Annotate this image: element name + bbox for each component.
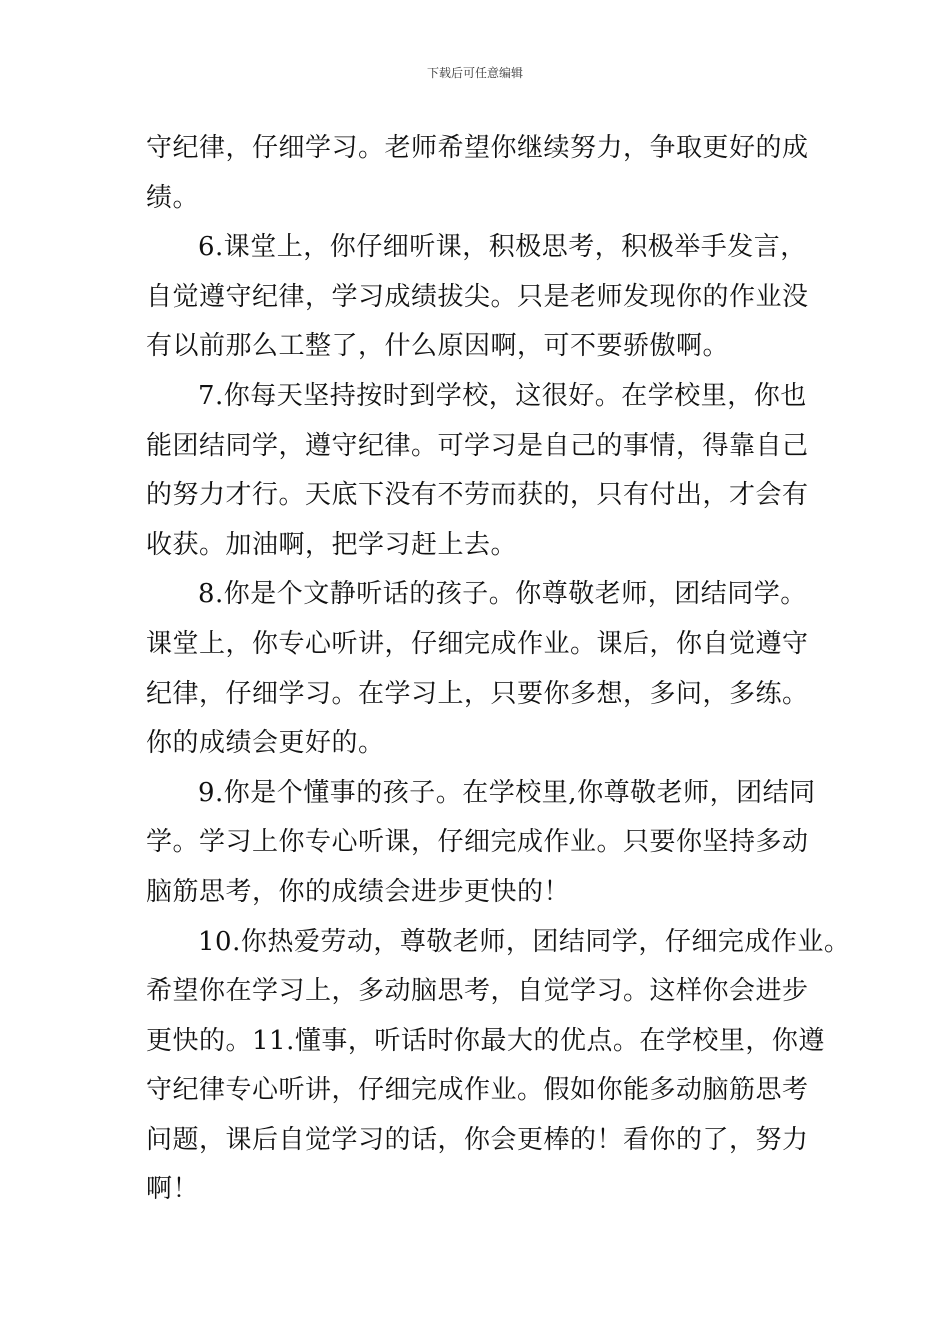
text-line: 更快的。11.懂事，听话时你最大的优点。在学校里，你遵 [146, 1025, 825, 1056]
text-line: 有以前那么工整了，什么原因啊，可不要骄傲啊。 [146, 331, 730, 362]
text-line: 收获。加油啊，把学习赶上去。 [146, 529, 518, 560]
paragraph-7-start: 7.你每天坚持按时到学校，这很好。在学校里，你也 [198, 380, 807, 411]
text-line: 绩。 [146, 182, 200, 213]
text-line: 守纪律，仔细学习。老师希望你继续努力，争取更好的成 [146, 133, 809, 163]
text-line: 的努力才行。天底下没有不劳而获的，只有付出，才会有 [146, 480, 809, 511]
text-line: 自觉遵守纪律，学习成绩拔尖。只是老师发现你的作业没 [146, 281, 809, 312]
text-line: 你的成绩会更好的。 [146, 728, 385, 759]
paragraph-9-start: 9.你是个懂事的孩子。在学校里,你尊敬老师，团结同 [198, 777, 816, 808]
text-line: 脑筋思考，你的成绩会进步更快的！ [146, 876, 571, 907]
text-line: 问题，课后自觉学习的话，你会更棒的！看你的了，努力 [146, 1124, 809, 1155]
page-header: 下载后可任意编辑 [426, 66, 523, 80]
document-body [146, 124, 851, 1215]
text-line: 啊！ [146, 1174, 200, 1205]
text-line: 课堂上，你专心听讲，仔细完成作业。课后，你自觉遵守 [146, 628, 809, 659]
paragraph-8-start: 8.你是个文静听话的孩子。你尊敬老师，团结同学。 [198, 579, 807, 610]
text-line: 守纪律专心听讲，仔细完成作业。假如你能多动脑筋思考 [146, 1075, 809, 1106]
text-line: 能团结同学，遵守纪律。可学习是自己的事情，得靠自己 [146, 430, 809, 461]
paragraph-6-start: 6.课堂上，你仔细听课，积极思考，积极举手发言， [198, 232, 807, 263]
text-line: 学。学习上你专心听课，仔细完成作业。只要你坚持多动 [146, 827, 809, 858]
text-line: 纪律，仔细学习。在学习上，只要你多想，多问，多练。 [146, 678, 809, 709]
text-line: 希望你在学习上，多动脑思考，自觉学习。这样你会进步 [146, 976, 809, 1007]
paragraph-10-start: 10.你热爱劳动，尊敬老师，团结同学，仔细完成作业。 [198, 926, 851, 957]
